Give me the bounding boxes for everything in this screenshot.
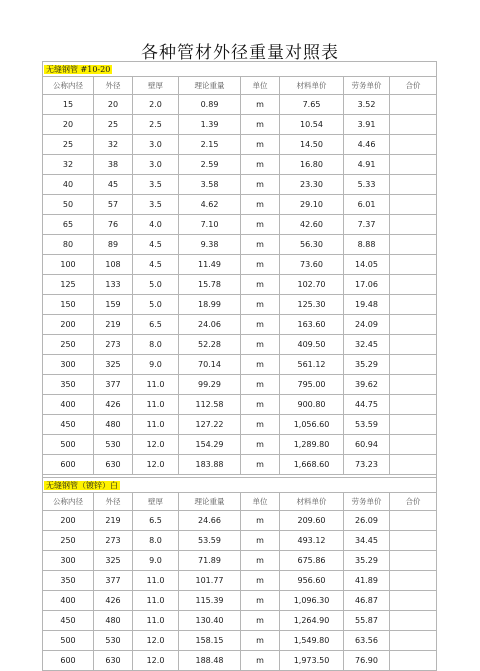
table-cell: 377 [94,571,133,591]
table-cell: 956.60 [280,571,344,591]
table-cell: 1,668.60 [280,455,344,475]
table-cell: 89 [94,235,133,255]
table-cell: 9.0 [133,551,179,571]
table-cell [390,531,437,551]
table-cell: 325 [94,355,133,375]
table-cell: 1,096.30 [280,591,344,611]
table-cell: 80 [43,235,94,255]
weight-table [42,61,437,671]
table-cell: 2.0 [133,95,179,115]
table-cell: 42.60 [280,215,344,235]
table-cell: 1,056.60 [280,415,344,435]
table-cell: 600 [43,455,94,475]
table-cell: m [241,275,280,295]
column-header: 材料单价 [280,493,344,511]
table-cell: 4.91 [344,155,390,175]
table-cell: 150 [43,295,94,315]
table-cell [390,115,437,135]
table-row [43,631,437,651]
table-row [43,375,437,395]
table-cell: 200 [43,315,94,335]
table-cell: m [241,571,280,591]
table-cell [390,375,437,395]
table-cell: 493.12 [280,531,344,551]
table-cell: 530 [94,435,133,455]
table-cell [390,631,437,651]
table-cell: 20 [94,95,133,115]
table-row [43,531,437,551]
column-header: 壁厚 [133,77,179,95]
table-cell: m [241,315,280,335]
table-cell: 400 [43,395,94,415]
table-cell: 500 [43,435,94,455]
column-header: 公称内径 [43,493,94,511]
table-cell: 2.59 [179,155,241,175]
table-cell: 3.5 [133,175,179,195]
table-cell [390,155,437,175]
table-cell: 24.09 [344,315,390,335]
table-cell: 125 [43,275,94,295]
table-cell: 100 [43,255,94,275]
table-row [43,511,437,531]
header-row [43,77,437,95]
table-cell: 127.22 [179,415,241,435]
table-cell: 4.5 [133,255,179,275]
table-cell: m [241,95,280,115]
table-cell: 4.62 [179,195,241,215]
table-cell: 900.80 [280,395,344,415]
table-row [43,551,437,571]
table-cell: 250 [43,335,94,355]
table-cell: 46.87 [344,591,390,611]
table-cell: 480 [94,611,133,631]
table-cell: 11.0 [133,591,179,611]
table-cell [390,395,437,415]
table-cell [390,551,437,571]
table-cell: 12.0 [133,651,179,671]
section-title: 无缝钢管 #10-20 [46,64,111,74]
table-cell: 159 [94,295,133,315]
column-header: 公称内径 [43,77,94,95]
table-cell: 600 [43,651,94,671]
table-cell: 630 [94,455,133,475]
table-cell: 25 [94,115,133,135]
table-cell [390,135,437,155]
table-cell: 76 [94,215,133,235]
table-cell: 19.48 [344,295,390,315]
table-row [43,95,437,115]
section-title-row [43,478,437,493]
table-cell: m [241,235,280,255]
table-cell [390,455,437,475]
table-cell: 133 [94,275,133,295]
table-cell: 3.0 [133,135,179,155]
table-cell [390,295,437,315]
table-cell: m [241,455,280,475]
column-header: 材料单价 [280,77,344,95]
table-cell: 24.06 [179,315,241,335]
table-row [43,315,437,335]
table-row [43,455,437,475]
table-cell: m [241,135,280,155]
table-cell: 35.29 [344,355,390,375]
table-cell: 3.52 [344,95,390,115]
table-cell: m [241,651,280,671]
table-row [43,135,437,155]
table-cell: 18.99 [179,295,241,315]
table-row [43,275,437,295]
column-header: 理论重量 [179,77,241,95]
column-header: 单位 [241,493,280,511]
table-cell: 102.70 [280,275,344,295]
column-header: 理论重量 [179,493,241,511]
table-cell: 219 [94,511,133,531]
table-cell: 7.10 [179,215,241,235]
table-cell: 8.0 [133,531,179,551]
table-cell: 5.0 [133,275,179,295]
table-row [43,155,437,175]
table-row [43,235,437,255]
table-cell: 0.89 [179,95,241,115]
table-cell: 1,289.80 [280,435,344,455]
table-cell: 6.01 [344,195,390,215]
table-cell [390,275,437,295]
table-cell: 3.5 [133,195,179,215]
section-title-row [43,62,437,77]
table-cell: 2.15 [179,135,241,155]
table-cell: 11.0 [133,395,179,415]
table-cell: 53.59 [344,415,390,435]
table-cell [390,435,437,455]
column-header: 壁厚 [133,493,179,511]
table-row [43,355,437,375]
table-cell: 4.46 [344,135,390,155]
table-cell: 32 [43,155,94,175]
table-cell: 11.0 [133,571,179,591]
table-cell: 14.05 [344,255,390,275]
table-cell: 45 [94,175,133,195]
table-cell: 10.54 [280,115,344,135]
table-cell: 158.15 [179,631,241,651]
table-cell [390,611,437,631]
table-cell: 44.75 [344,395,390,415]
table-cell: 209.60 [280,511,344,531]
table-row [43,195,437,215]
table-cell: 12.0 [133,631,179,651]
table-cell: 125.30 [280,295,344,315]
table-cell: 41.89 [344,571,390,591]
table-cell: 675.86 [280,551,344,571]
table-cell: 26.09 [344,511,390,531]
table-cell: 630 [94,651,133,671]
table-cell: 3.58 [179,175,241,195]
page-title: 各种管材外径重量对照表 [141,43,339,63]
table-cell: 32.45 [344,335,390,355]
table-cell: 219 [94,315,133,335]
table-cell: 14.50 [280,135,344,155]
table-cell: 3.0 [133,155,179,175]
table-cell: 273 [94,335,133,355]
table-cell: 154.29 [179,435,241,455]
column-header: 单位 [241,77,280,95]
table-cell [390,175,437,195]
table-cell: 34.45 [344,531,390,551]
table-cell: 71.89 [179,551,241,571]
table-cell: 400 [43,591,94,611]
table-row [43,611,437,631]
table-cell: 15.78 [179,275,241,295]
table-cell: m [241,531,280,551]
column-header: 合价 [390,493,437,511]
table-cell: 99.29 [179,375,241,395]
table-cell: 500 [43,631,94,651]
table-cell: 16.80 [280,155,344,175]
table-cell: 24.66 [179,511,241,531]
table-cell: m [241,215,280,235]
table-cell: 115.39 [179,591,241,611]
table-cell: 53.59 [179,531,241,551]
table-cell: m [241,511,280,531]
table-cell: 7.65 [280,95,344,115]
table-row [43,395,437,415]
table-cell: 5.0 [133,295,179,315]
table-row [43,591,437,611]
table-row [43,115,437,135]
table-cell: m [241,175,280,195]
table-cell: m [241,551,280,571]
table-cell: 23.30 [280,175,344,195]
table-cell: 60.94 [344,435,390,455]
table-cell: 325 [94,551,133,571]
table-cell [390,415,437,435]
section-title-cell [43,478,437,493]
table-cell: 101.77 [179,571,241,591]
table-cell: 1,973.50 [280,651,344,671]
table-cell: 20 [43,115,94,135]
table-cell: 163.60 [280,315,344,335]
table-cell: 40 [43,175,94,195]
table-cell: 8.0 [133,335,179,355]
table-cell [390,195,437,215]
table-cell: m [241,375,280,395]
table-cell: 188.48 [179,651,241,671]
table-cell: 8.88 [344,235,390,255]
table-cell: 426 [94,591,133,611]
table-cell: 4.5 [133,235,179,255]
table-cell: 130.40 [179,611,241,631]
column-header: 合价 [390,77,437,95]
table-cell: 32 [94,135,133,155]
table-cell: 56.30 [280,235,344,255]
table-cell: 9.38 [179,235,241,255]
table-cell: m [241,591,280,611]
table-cell: 55.87 [344,611,390,631]
table-cell: 73.60 [280,255,344,275]
table-cell: 57 [94,195,133,215]
table-row [43,415,437,435]
table-cell: m [241,415,280,435]
table-cell: 11.0 [133,415,179,435]
table-cell: 795.00 [280,375,344,395]
table-cell: m [241,611,280,631]
table-cell: 112.58 [179,395,241,415]
column-header: 外径 [94,493,133,511]
table-cell: 63.56 [344,631,390,651]
table-cell: 350 [43,571,94,591]
table-cell: 15 [43,95,94,115]
table-cell [390,315,437,335]
table-cell: m [241,395,280,415]
table-cell: m [241,435,280,455]
table-cell: m [241,195,280,215]
table-cell [390,235,437,255]
table-cell [390,591,437,611]
table-cell: 17.06 [344,275,390,295]
table-cell [390,335,437,355]
table-cell: 1,549.80 [280,631,344,651]
table-cell: 200 [43,511,94,531]
table-cell: 6.5 [133,315,179,335]
table-cell: 480 [94,415,133,435]
table-cell: m [241,335,280,355]
section-title-cell [43,62,437,77]
table-cell [390,255,437,275]
table-cell: 108 [94,255,133,275]
table-cell [390,95,437,115]
table-row [43,215,437,235]
table-cell: 1,264.90 [280,611,344,631]
table-cell: 12.0 [133,435,179,455]
table-cell: m [241,355,280,375]
table-cell: 4.0 [133,215,179,235]
table-cell: 300 [43,355,94,375]
table-cell: 70.14 [179,355,241,375]
table-cell [390,651,437,671]
table-cell: 39.62 [344,375,390,395]
table-row [43,435,437,455]
table-cell: 450 [43,611,94,631]
table-cell: 11.0 [133,611,179,631]
table-cell: 7.37 [344,215,390,235]
table-cell: 250 [43,531,94,551]
header-row [43,493,437,511]
table-cell: m [241,255,280,275]
table-row [43,175,437,195]
table-cell: 52.28 [179,335,241,355]
table-cell [390,215,437,235]
column-header: 劳务单价 [344,493,390,511]
column-header: 劳务单价 [344,77,390,95]
table-row [43,651,437,671]
table-cell: 183.88 [179,455,241,475]
column-header: 外径 [94,77,133,95]
table-cell: 11.0 [133,375,179,395]
table-cell: 5.33 [344,175,390,195]
table-cell: 3.91 [344,115,390,135]
table-cell: 50 [43,195,94,215]
table-cell: 38 [94,155,133,175]
table-cell: m [241,631,280,651]
section-title: 无缝钢管（镀锌）白 [46,480,118,490]
table-cell [390,355,437,375]
table-cell: 1.39 [179,115,241,135]
table-cell [390,511,437,531]
table-cell: 6.5 [133,511,179,531]
table-cell: 9.0 [133,355,179,375]
table-row [43,255,437,275]
table-cell: 377 [94,375,133,395]
table-cell: 12.0 [133,455,179,475]
table-cell: 426 [94,395,133,415]
table-cell: 561.12 [280,355,344,375]
table-cell: 300 [43,551,94,571]
table-cell: 350 [43,375,94,395]
table-row [43,295,437,315]
table-cell: 273 [94,531,133,551]
table-cell: 65 [43,215,94,235]
table-cell: 25 [43,135,94,155]
table-cell [390,571,437,591]
table-cell: 76.90 [344,651,390,671]
table-cell: 530 [94,631,133,651]
table-cell: 450 [43,415,94,435]
table-cell: 35.29 [344,551,390,571]
table-cell: 409.50 [280,335,344,355]
table-row [43,571,437,591]
table-cell: 29.10 [280,195,344,215]
table-cell: m [241,115,280,135]
table-cell: m [241,155,280,175]
table-cell: 11.49 [179,255,241,275]
table-cell: 2.5 [133,115,179,135]
table-cell: 73.23 [344,455,390,475]
table-row [43,335,437,355]
table-cell: m [241,295,280,315]
